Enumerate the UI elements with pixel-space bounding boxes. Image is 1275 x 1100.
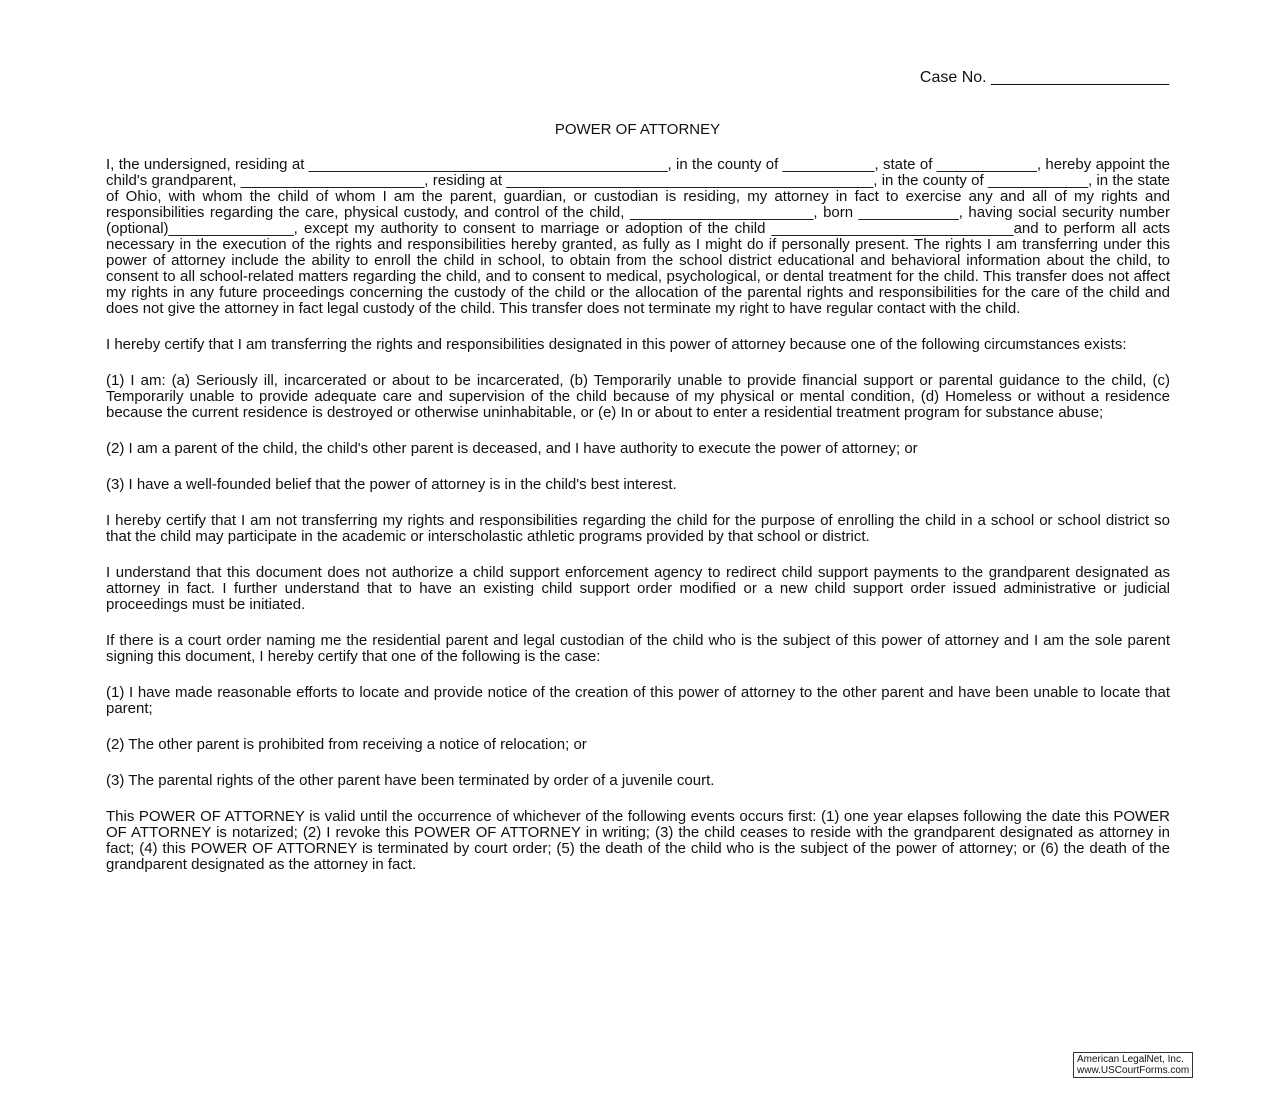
court-order-case-2-paragraph: (2) The other parent is prohibited from receiving a notice of relocation; or: [106, 736, 587, 753]
publisher-url: www.USCourtForms.com: [1077, 1065, 1190, 1076]
circumstance-1-paragraph: (1) I am: (a) Seriously ill, incarcerated or about to be incarcerated, (b) Temporarily unable to provide financial support or parental guidance to the child, (c) Temporarily unable to provide adequate care and supervision of the child because of my physical or mental condition, (d) Homeless or without a residence because the current residence is destroyed or otherwise uninhabitable, or (e) In or about to enter a residential treatment program for substance abuse;: [106, 372, 1170, 421]
appointment-paragraph: I, the undersigned, residing at ___________________________________________, in the county of ___________, state of ____________, hereby appoint the child's grandparent, ______________________, residing at ____________________________________________, in the county of ____________, in the state of Ohio, with whom the child of whom I am the parent, guardian, or custodian is residing, my attorney in fact to exercise any and all of my rights and responsibilities regarding the care, physical custody, and control of the child, ______________________, born ____________, having social security number (optional)_______________, except my authority to consent to marriage or adoption of the child _____________________________and to perform all acts necessary in the execution of the rights and responsibilities hereby granted, as fully as I might do if personally present. The rights I am transferring under this power of attorney include the ability to enroll the child in school, to obtain from the school district educational and behavioral information about the child, to consent to all school-related matters regarding the child, and to consent to medical, psychological, or dental treatment for the child. This transfer does not affect my rights in any future proceedings concerning the custody of the child or the allocation of the parental rights and responsibilities for the care of the child and does not give the attorney in fact legal custody of the child. This transfer does not terminate my right to have regular contact with the child.: [106, 156, 1170, 317]
validity-paragraph: This POWER OF ATTORNEY is valid until the occurrence of whichever of the following events occurs first: (1) one year elapses following the date this POWER OF ATTORNEY is notarized; (2) I revoke this POWER OF ATTORNEY in writing; (3) the child ceases to reside with the grandparent designated as attorney in fact; (4) this POWER OF ATTORNEY is terminated by court order; (5) the death of the child who is the subject of the power of attorney; or (6) the death of the grandparent designated as the attorney in fact.: [106, 808, 1170, 873]
school-enrollment-paragraph: I hereby certify that I am not transferring my rights and responsibilities regarding the child for the purpose of enrolling the child in a school or school district so that the child may participate in the academic or interscholastic athletic programs provided by that school or district.: [106, 512, 1170, 545]
case-number-field: Case No. ____________________: [919, 69, 1169, 86]
court-order-paragraph: If there is a court order naming me the residential parent and legal custodian of the child who is the subject of this power of attorney and I am the sole parent signing this document, I hereby certify that one of the following is the case:: [106, 632, 1170, 665]
circumstance-2-paragraph: (2) I am a parent of the child, the child's other parent is deceased, and I have authority to execute the power of attorney; or: [106, 440, 918, 457]
court-order-case-1-paragraph: (1) I have made reasonable efforts to locate and provide notice of the creation of this power of attorney to the other parent and have been unable to locate that parent;: [106, 684, 1170, 717]
document-body: [106, 157, 1170, 893]
circumstance-3-paragraph: (3) I have a well-founded belief that the power of attorney is in the child's best interest.: [106, 476, 677, 493]
child-support-paragraph: I understand that this document does not authorize a child support enforcement agency to redirect child support payments to the grandparent designated as attorney in fact. I further understand that to have an existing child support order modified or a new child support order issued administrative or judicial proceedings must be initiated.: [106, 564, 1170, 613]
document-title: POWER OF ATTORNEY: [554, 121, 721, 138]
court-order-case-3-paragraph: (3) The parental rights of the other parent have been terminated by order of a juvenile court.: [106, 772, 715, 789]
publisher-footer: [1073, 1052, 1193, 1078]
publisher-name: American LegalNet, Inc.: [1077, 1054, 1184, 1065]
certification-paragraph: I hereby certify that I am transferring the rights and responsibilities designated in this power of attorney because one of the following circumstances exists:: [106, 336, 1127, 353]
